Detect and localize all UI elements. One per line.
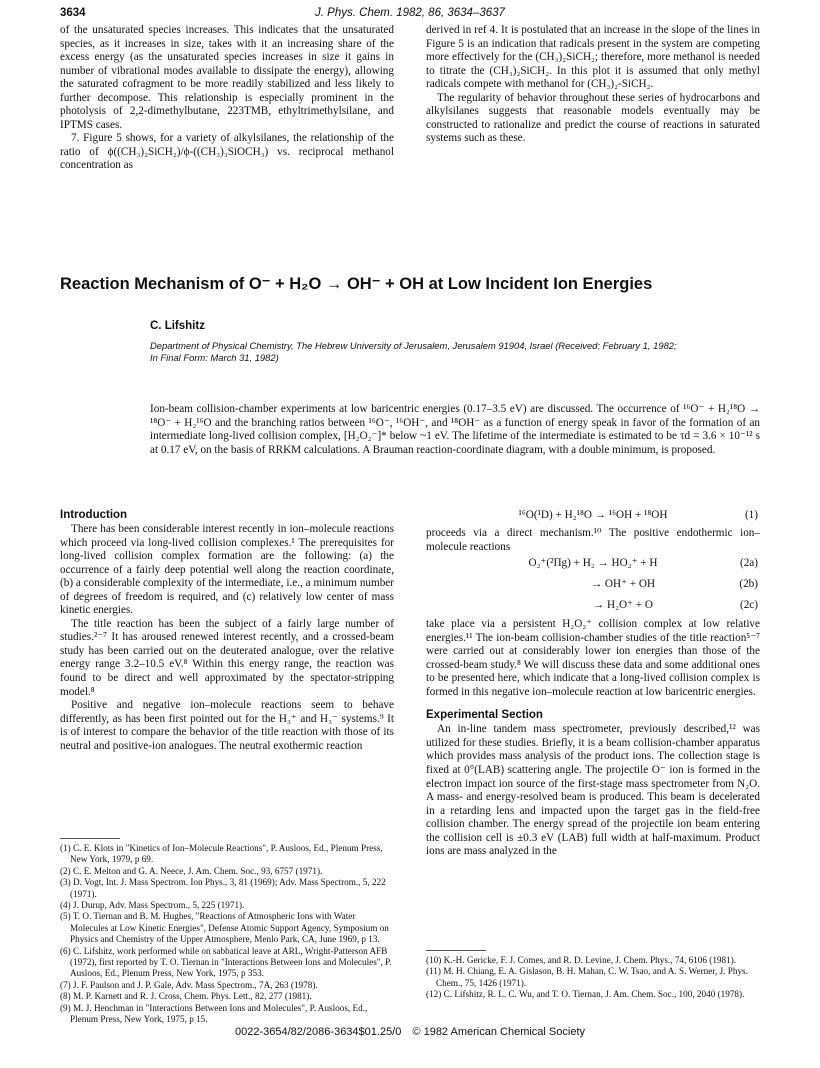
equation-2c	[426, 598, 760, 613]
footnote-rule	[426, 950, 486, 951]
running-header	[60, 7, 760, 23]
footnote: (11) M. H. Chiang, E. A. Gislason, B. H. Mahan, C. W. Tsao, and A. S. Werner, J. Phys. Chem., 75, 1426 (1971).	[426, 966, 748, 988]
equation-expression: → OH⁺ + OH	[590, 578, 656, 591]
footnote: (8) M. P. Karnett and R. J. Cross, Chem. Phys. Lett., 82, 277 (1981).	[60, 991, 312, 1002]
previous-article-left-column	[60, 24, 394, 173]
article-author: C. Lifshitz	[150, 320, 205, 332]
body-paragraph: derived in ref 4. It is postulated that an increase in the slope of the lines in Figure 5 is an indication that radicals present in the system are competing more effectively for the (CH₃)₂SiCH₂; therefore, more methanol is needed to titrate the (CH₃)₂SiCH₂. In this plot it is assumed that only methyl radicals compete with methanol for (CH₃)₂-SiCH₂.	[426, 24, 760, 91]
body-paragraph: proceeds via a direct mechanism.¹⁰ The positive endothermic ion–molecule reactions	[426, 527, 760, 553]
body-paragraph: 7. Figure 5 shows, for a variety of alkylsilanes, the relationship of the ratio of ϕ((CH₃)₂SiCH₂)/ϕ-((CH₃)₃SiOCH₃) vs. reciprocal methanol concentration as	[60, 132, 394, 172]
body-paragraph: of the unsaturated species increases. This indicates that the unsaturated species, as it increases in size, takes with it an increasing share of the excess energy (as the unsaturated species increases in size it gains in number of vibrational modes available to dissipate the energy), allowing the saturated cofragment to be more readily stabilized and less likely to further decompose. This relationship is especially prominent in the photolysis of 2,2-dimethylbutane, 223TMB, ethyltrimethylsilane, and IPTMS cases.	[60, 24, 394, 131]
article-title: Reaction Mechanism of O⁻ + H₂O → OH⁻ + OH at Low Incident Ion Energies	[60, 275, 653, 293]
copyright-notice: © 1982 American Chemical Society	[412, 1026, 585, 1038]
right-body-column	[426, 508, 760, 859]
body-paragraph: The title reaction has been the subject of a fairly large number of studies.²⁻⁷ It has aroused renewed interest recently, and a crossed-beam study has been carried out on the deuterated analogue, over the relative energy range 3.2–10.5 eV.⁸ Within this energy range, the reaction was found to be direct and well approximated by the spectator-stripping model.⁸	[60, 617, 394, 698]
footnote: (6) C. Lifshitz, work performed while on sabbatical leave at ARL, Wright-Patterson AFB (1972), first reported by T. O. Tiernan in "Interactions Between Ions and Molecules", P. Ausloos, Ed., Plenum Press, New York, 1975, p 353.	[60, 945, 392, 979]
equation-2b	[426, 577, 760, 592]
footnote: (4) J. Durup, Adv. Mass Spectrom., 5, 225 (1971).	[60, 900, 245, 911]
footnote: (2) C. E. Melton and G. A. Neece, J. Am. Chem. Soc., 93, 6757 (1971).	[60, 865, 323, 876]
body-paragraph: An in-line tandem mass spectrometer, previously described,¹² was utilized for these studies. Briefly, it is a beam collision-chamber apparatus which provides mass analysis of the product ions. The collection stage is fixed at 0°(LAB) scattering angle. The projectile O⁻ ion is formed in the electron impact ion source of the first-stage mass spectrometer from N₂O. A mass- and energy-resolved beam is produced. This beam is decelerated in a retarding lens and impacted upon the target gas in the field-free collision chamber. The energy spread of the projectile ion beam entering the collision cell is ±0.3 eV (LAB) full width at half-maximum. Product ions are mass analyzed in the	[426, 723, 760, 858]
footnote: (1) C. E. Klots in "Kinetics of Ion–Molecule Reactions", P. Ausloos, Ed., Plenum Press, New York, 1979, p 69.	[60, 843, 383, 865]
abstract	[150, 403, 760, 457]
body-paragraph: There has been considerable interest recently in ion–molecule reactions which proceed via long-lived collision complexes.¹ The prerequisites for long-lived collision complex formation are the following: (a) the occurrence of a fairly deep potential well along the reaction coordinate, (b) a considerable complexity of the intermediate, i.e., a minimum number of degrees of freedom is required, and (c) relatively low center of mass kinetic energies.	[60, 523, 394, 617]
footnote: (10) K.-H. Gericke, F. J. Comes, and R. D. Levine, J. Chem. Phys., 74, 6106 (1981).	[426, 955, 737, 965]
footnote: (3) D. Vogt, Int. J. Mass Spectrom. Ion Phys., 3, 81 (1969); Adv. Mass Spectrom., 5, 222 (1971).	[60, 877, 386, 899]
body-paragraph: Positive and negative ion–molecule reactions seem to behave differently, as has been first pointed out for the H₃⁺ and H₃⁻ systems.⁹ It is of interest to compare the behavior of the title reaction with those of its neutral and positive-ion analogues. The neutral exothermic reaction	[60, 699, 394, 752]
equation-1	[426, 508, 760, 523]
footnote-rule	[60, 838, 120, 839]
introduction-column	[60, 508, 394, 753]
footnotes-left	[60, 843, 394, 1026]
author-affiliation	[150, 340, 760, 364]
affiliation-line: Department of Physical Chemistry, The Hebrew University of Jerusalem, Jerusalem 91904, Israel (Received: February 1, 1982;	[150, 340, 677, 351]
previous-article-right-column	[426, 24, 760, 146]
received-dates: In Final Form: March 31, 1982)	[150, 352, 279, 363]
equation-expression: ¹⁶O(¹D) + H₂¹⁸O → ¹⁶OH + ¹⁸OH	[518, 509, 668, 521]
body-paragraph: take place via a persistent H₂O₂⁺ collision complex at low relative energies.¹¹ The ion-beam collision-chamber studies of the title reaction⁵⁻⁷ were carried out at considerably lower ion energies than those of the crossed-beam study.⁸ We will discuss these data and some additional ones to be presented here, which indicate that a long-lived collision complex is formed in this negative ion–molecule reaction at low baricentric energies.	[426, 618, 760, 698]
footnote: (12) C. Lifshitz, R. L. C. Wu, and T. O. Tiernan, J. Am. Chem. Soc., 100, 2040 (1978).	[426, 989, 745, 1000]
section-heading-introduction: Introduction	[60, 509, 128, 521]
equation-expression: O₂⁺(²Πg) + H₂ → HO₂⁺ + H	[528, 557, 658, 570]
footnote: (5) T. O. Tiernan and B. M. Hughes, "Reactions of Atmospheric Ions with Water Molecules at Low Kinetic Energies", Defense Atomic Support Agency, Symposium on Physics and Chemistry of the Upper Atmosphere, Menlo Park, CA, June 1969, p 13.	[60, 911, 389, 945]
footnotes-right	[426, 955, 760, 1001]
body-paragraph: The regularity of behavior throughout these series of hydrocarbons and alkylsilanes suggests that reasonable models eventually may be constructed to rationalize and predict the course of reactions in saturated systems such as these.	[426, 91, 760, 145]
article-code: 0022-3654/82/2086-3634$01.25/0	[234, 1026, 402, 1038]
footnote: (9) M. J. Henchman in "Interactions Between Ions and Molecules", P. Ausloos, Ed., Plenum Press, New York, 1975, p 15.	[60, 1002, 368, 1025]
equation-number: (1)	[744, 509, 758, 521]
journal-citation: J. Phys. Chem. 1982, 86, 3634–3637	[315, 7, 505, 19]
page-footer	[0, 1026, 820, 1038]
equation-number: (2a)	[739, 557, 758, 570]
abstract-text: Ion-beam collision-chamber experiments at low baricentric energies (0.17–3.5 eV) are discussed. The occurrence of ¹⁶O⁻ + H₂¹⁸O → ¹⁸O⁻ + H₂¹⁶O and the branching ratios between ¹⁶O⁻, ¹⁶OH⁻, and ¹⁸OH⁻ as a function of energy speak in favor of the formation of an intermediate long-lived collision complex, [H₂O₂⁻]* below ~1 eV. The lifetime of the intermediate is estimated to be τd = 3.6 × 10⁻¹² s at 0.17 eV, on the basis of RRKM calculations. A Brauman reaction-coordinate diagram, with a double minimum, is proposed.	[150, 403, 760, 456]
equation-expression: → H₂O⁺ + O	[593, 599, 653, 612]
equation-2a	[426, 556, 760, 571]
footnote: (7) J. F. Paulson and J. P. Gale, Adv. Mass Spectrom., 7A, 263 (1978).	[60, 979, 318, 990]
equation-number: (2c)	[739, 599, 758, 612]
page-number: 3634	[60, 7, 86, 19]
equation-number: (2b)	[739, 578, 758, 591]
section-heading-experimental: Experimental Section	[426, 709, 543, 722]
